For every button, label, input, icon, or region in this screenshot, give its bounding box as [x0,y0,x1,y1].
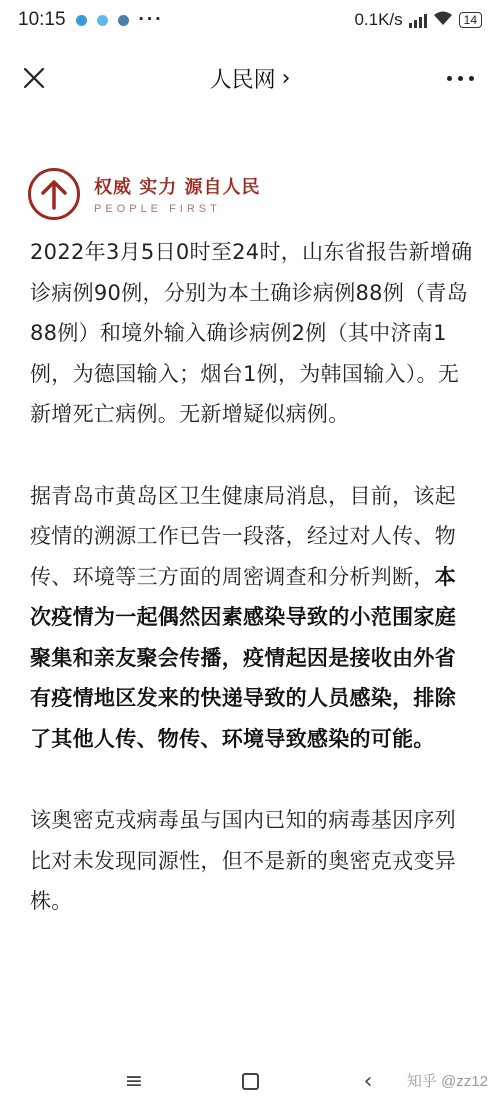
battery-level: 14 [463,13,477,27]
app-notification-icon [76,15,87,26]
back-button[interactable] [348,1066,388,1096]
battery-icon [459,12,482,28]
title-bar [0,40,500,116]
menu-icon: ≡ [124,1068,144,1094]
back-icon: ‹ [363,1068,373,1094]
network-speed: 0.1K/s [354,10,403,29]
status-time: 10:15 [18,9,66,30]
paragraph-bold-text: 本次疫情为一起偶然因素感染导致的小范围家庭聚集和亲友聚会传播，疫情起因是接收由外省有疫情地区发来的快递导致的人员感染，排除了其他人传、物传、环境导致感染的可能。 [30,564,457,751]
more-horizontal-icon [447,76,474,81]
logo-text [94,173,261,215]
paragraph-text: 据青岛市黄岛区卫生健康局消息，目前，该起疫情的溯源工作已告一段落，经过对人传、物传、环境等三方面的周密调查和分析判断， [30,483,456,589]
up-arrow-logo-icon [28,168,80,220]
status-right [354,10,482,31]
logo-slogan: 权威 实力 源自人民 [94,177,261,198]
page-title[interactable] [210,63,291,94]
article-paragraph: 该奥密克戎病毒虽与国内已知的病毒基因序列比对未发现同源性，但不是新的奥密克戎变异株。 [30,808,456,913]
app-notification-icon [118,15,129,26]
article-paragraph: 2022年3月5日0时至24时，山东省报告新增确诊病例90例，分别为本土确诊病例88例（青岛88例）和境外输入确诊病例2例（其中济南1例，为德国输入；烟台1例，为韩国输入）。无新增死亡病例。无新增疑似病例。 [30,240,473,426]
app-notification-icon [97,15,108,26]
status-more-icon: ··· [138,9,164,30]
close-icon [23,67,45,89]
menu-button[interactable] [114,1066,154,1096]
page-title-text: 人民网 [209,67,276,93]
home-button[interactable] [230,1066,270,1096]
wifi-icon [433,10,453,31]
logo-tagline: PEOPLE FIRST [94,203,221,215]
signal-icon [409,12,427,28]
chevron-right-icon: › [281,65,291,91]
article-body [30,232,474,963]
article-paragraph [30,476,474,760]
watermark: 知乎 @zz12 [406,1073,488,1090]
status-left [18,9,164,31]
close-button[interactable] [14,58,54,98]
people-daily-logo [28,166,261,222]
home-icon [242,1073,259,1090]
status-bar [0,0,500,40]
more-options-button[interactable] [440,58,480,98]
